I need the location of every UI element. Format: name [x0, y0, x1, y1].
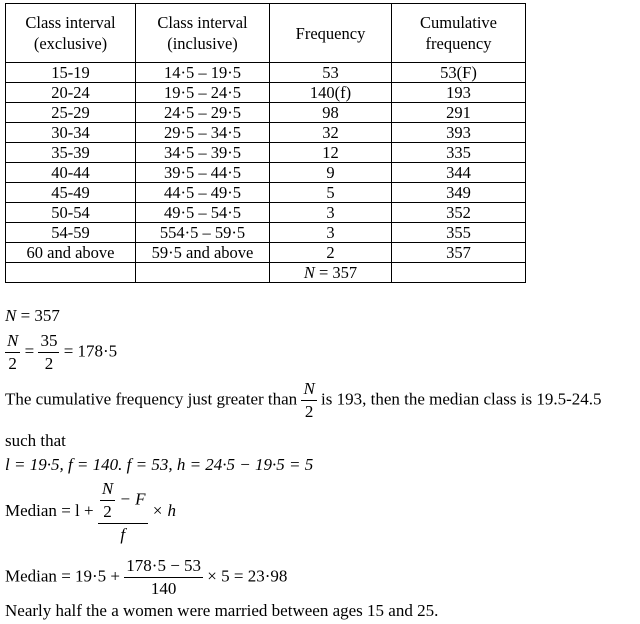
cell-cumulative: 349 [392, 183, 526, 203]
cell-exclusive: 60 and above [6, 243, 136, 263]
header-inclusive [136, 4, 270, 63]
cell-exclusive: 25-29 [6, 103, 136, 123]
formula-fraction [98, 478, 148, 546]
cell-frequency: 9 [270, 163, 392, 183]
values-line: l = 19·5, f = 140. f = 53, h = 24·5 − 19·5 = 5 [5, 455, 314, 474]
calc-prefix: = 19·5 + [61, 566, 121, 586]
median-calculation [5, 555, 287, 600]
header-exclusive [6, 4, 136, 63]
sentence-part-a: The cumulative frequency just greater than [5, 389, 298, 409]
cell-cumulative: 355 [392, 223, 526, 243]
table-row [6, 163, 526, 183]
cell-inclusive: 19·5 – 24·5 [136, 83, 270, 103]
cell-frequency: 5 [270, 183, 392, 203]
cell-inclusive: 44·5 – 49·5 [136, 183, 270, 203]
half-eq: = [24, 341, 35, 361]
cell-frequency: 12 [270, 143, 392, 163]
formula-den: f [120, 525, 126, 544]
total-var: N [303, 263, 315, 282]
cell-cumulative: 393 [392, 123, 526, 143]
half-result: = 178·5 [63, 341, 118, 361]
cell-frequency: 98 [270, 103, 392, 123]
cell-exclusive: 45-49 [6, 183, 136, 203]
cell-inclusive: 554·5 – 59·5 [136, 223, 270, 243]
formula-inner-fraction [100, 478, 115, 523]
header-exclusive-line1: Class interval [25, 13, 116, 32]
median2-label: Median [5, 566, 57, 586]
cell-exclusive: 50-54 [6, 203, 136, 223]
cell-cumulative: 344 [392, 163, 526, 183]
formula-inner-den: 2 [103, 502, 112, 521]
median-class-sentence [5, 378, 602, 423]
cell-frequency: 53 [270, 63, 392, 83]
table-row [6, 203, 526, 223]
sentence-part-b: is 193, then the median class is 19.5-24.5 [321, 389, 602, 409]
cell-exclusive: 30-34 [6, 123, 136, 143]
total-value: = 357 [318, 263, 358, 282]
formula-inner-minus: − F [119, 489, 146, 509]
table-row [6, 143, 526, 163]
half-num: N [5, 330, 20, 353]
header-frequency [270, 4, 392, 63]
total-cell [270, 263, 392, 283]
table-row [6, 243, 526, 263]
header-inclusive-line2: (inclusive) [167, 34, 238, 53]
cell-cumulative: 357 [392, 243, 526, 263]
sentence-num: N [301, 378, 316, 401]
half-den2: 2 [44, 354, 54, 373]
cell-cumulative: 335 [392, 143, 526, 163]
cell-inclusive: 49·5 – 54·5 [136, 203, 270, 223]
total-empty-1 [6, 263, 136, 283]
cell-exclusive: 40-44 [6, 163, 136, 183]
formula-prefix: = l + [61, 500, 94, 520]
table-row [6, 123, 526, 143]
frequency-table [5, 3, 526, 283]
cell-cumulative: 352 [392, 203, 526, 223]
cell-inclusive: 29·5 – 34·5 [136, 123, 270, 143]
formula-inner-num: N [100, 478, 115, 501]
cell-inclusive: 39·5 – 44·5 [136, 163, 270, 183]
cell-exclusive: 35-39 [6, 143, 136, 163]
sentence-fraction [301, 378, 316, 423]
cell-exclusive: 54-59 [6, 223, 136, 243]
calc-suffix: × 5 = 23·98 [207, 566, 288, 586]
header-cumulative-line1: Cumulative [420, 13, 497, 32]
table-row [6, 183, 526, 203]
median-formula [5, 478, 176, 546]
cell-cumulative: 53(F) [392, 63, 526, 83]
half-equation [5, 330, 117, 375]
cell-inclusive: 14·5 – 19·5 [136, 63, 270, 83]
table-header-row [6, 4, 526, 63]
total-row [6, 263, 526, 283]
header-inclusive-line1: Class interval [157, 13, 248, 32]
cell-cumulative: 193 [392, 83, 526, 103]
cell-inclusive: 59·5 and above [136, 243, 270, 263]
sentence-den: 2 [304, 402, 314, 421]
half-den: 2 [8, 354, 17, 373]
conclusion-text: Nearly half the a women were married between ages 15 and 25. [5, 601, 439, 620]
total-empty-2 [136, 263, 270, 283]
half-fraction [5, 330, 20, 375]
median-label: Median [5, 500, 57, 520]
header-cumulative-line2: frequency [425, 34, 492, 53]
n-equation [5, 306, 60, 326]
formula-numerator [98, 478, 148, 524]
formula-suffix: × h [151, 500, 177, 520]
calc-num: 178·5 − 53 [124, 555, 203, 578]
cell-frequency: 3 [270, 223, 392, 243]
n-value: = 357 [20, 306, 60, 325]
cell-frequency: 32 [270, 123, 392, 143]
cell-cumulative: 291 [392, 103, 526, 123]
half-num2: 35 [38, 330, 59, 353]
total-empty-4 [392, 263, 526, 283]
cell-frequency: 2 [270, 243, 392, 263]
n-var: N [5, 306, 17, 325]
table-row [6, 103, 526, 123]
such-that-text: such that [5, 431, 66, 450]
calc-den: 140 [150, 579, 177, 598]
table-row [6, 223, 526, 243]
header-cumulative [392, 4, 526, 63]
table-row [6, 83, 526, 103]
half-fraction-2 [38, 330, 59, 375]
cell-frequency: 140(f) [270, 83, 392, 103]
calc-fraction [124, 555, 203, 600]
header-exclusive-line2: (exclusive) [33, 34, 108, 53]
table-row [6, 63, 526, 83]
cell-inclusive: 24·5 – 29·5 [136, 103, 270, 123]
cell-exclusive: 20-24 [6, 83, 136, 103]
cell-exclusive: 15-19 [6, 63, 136, 83]
cell-frequency: 3 [270, 203, 392, 223]
cell-inclusive: 34·5 – 39·5 [136, 143, 270, 163]
header-frequency-label: Frequency [295, 23, 366, 43]
